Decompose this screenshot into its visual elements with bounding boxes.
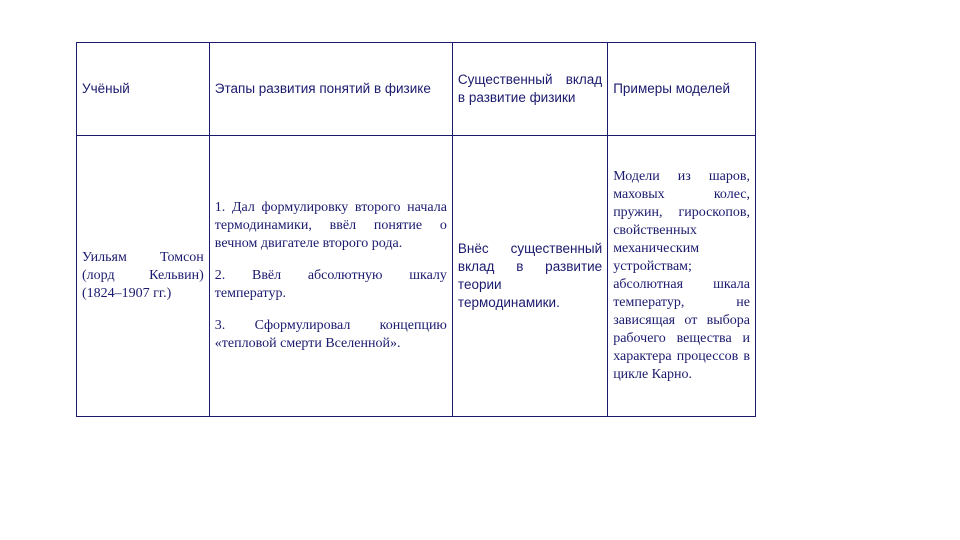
cell-stages [209, 136, 452, 417]
stage-item-1: 1. Дал формулировку второго начала термодинамики, ввёл понятие о вечном двигателе второго рода. [214, 200, 447, 251]
header-scientist: Учёный [77, 43, 210, 136]
header-models: Примеры моделей [608, 43, 756, 136]
cell-models: Модели из шаров, маховых колес, пружин, гироскопов, свойственных механическим устройствам; абсолютная шкала температур, не зависящая от выбора рабочего вещества и характера процессов в цикле Карно. [608, 136, 756, 417]
stage-item-3: 3. Сформулировал концепцию «тепловой смерти Вселенной». [214, 318, 447, 351]
scientist-table-container [76, 42, 756, 417]
scientist-table [76, 42, 756, 417]
cell-contribution: Внёс существенный вклад в развитие теории термодинамики. [452, 136, 607, 417]
header-stages: Этапы развития понятий в физике [209, 43, 452, 136]
table-header-row [77, 43, 756, 136]
table-row [77, 136, 756, 417]
cell-scientist: Уильям Томсон (лорд Кельвин) (1824–1907 гг.) [77, 136, 210, 417]
header-contribution: Существенный вклад в развитие физики [452, 43, 607, 136]
stage-item-2: 2. Ввёл абсолютную шкалу температур. [214, 268, 447, 301]
